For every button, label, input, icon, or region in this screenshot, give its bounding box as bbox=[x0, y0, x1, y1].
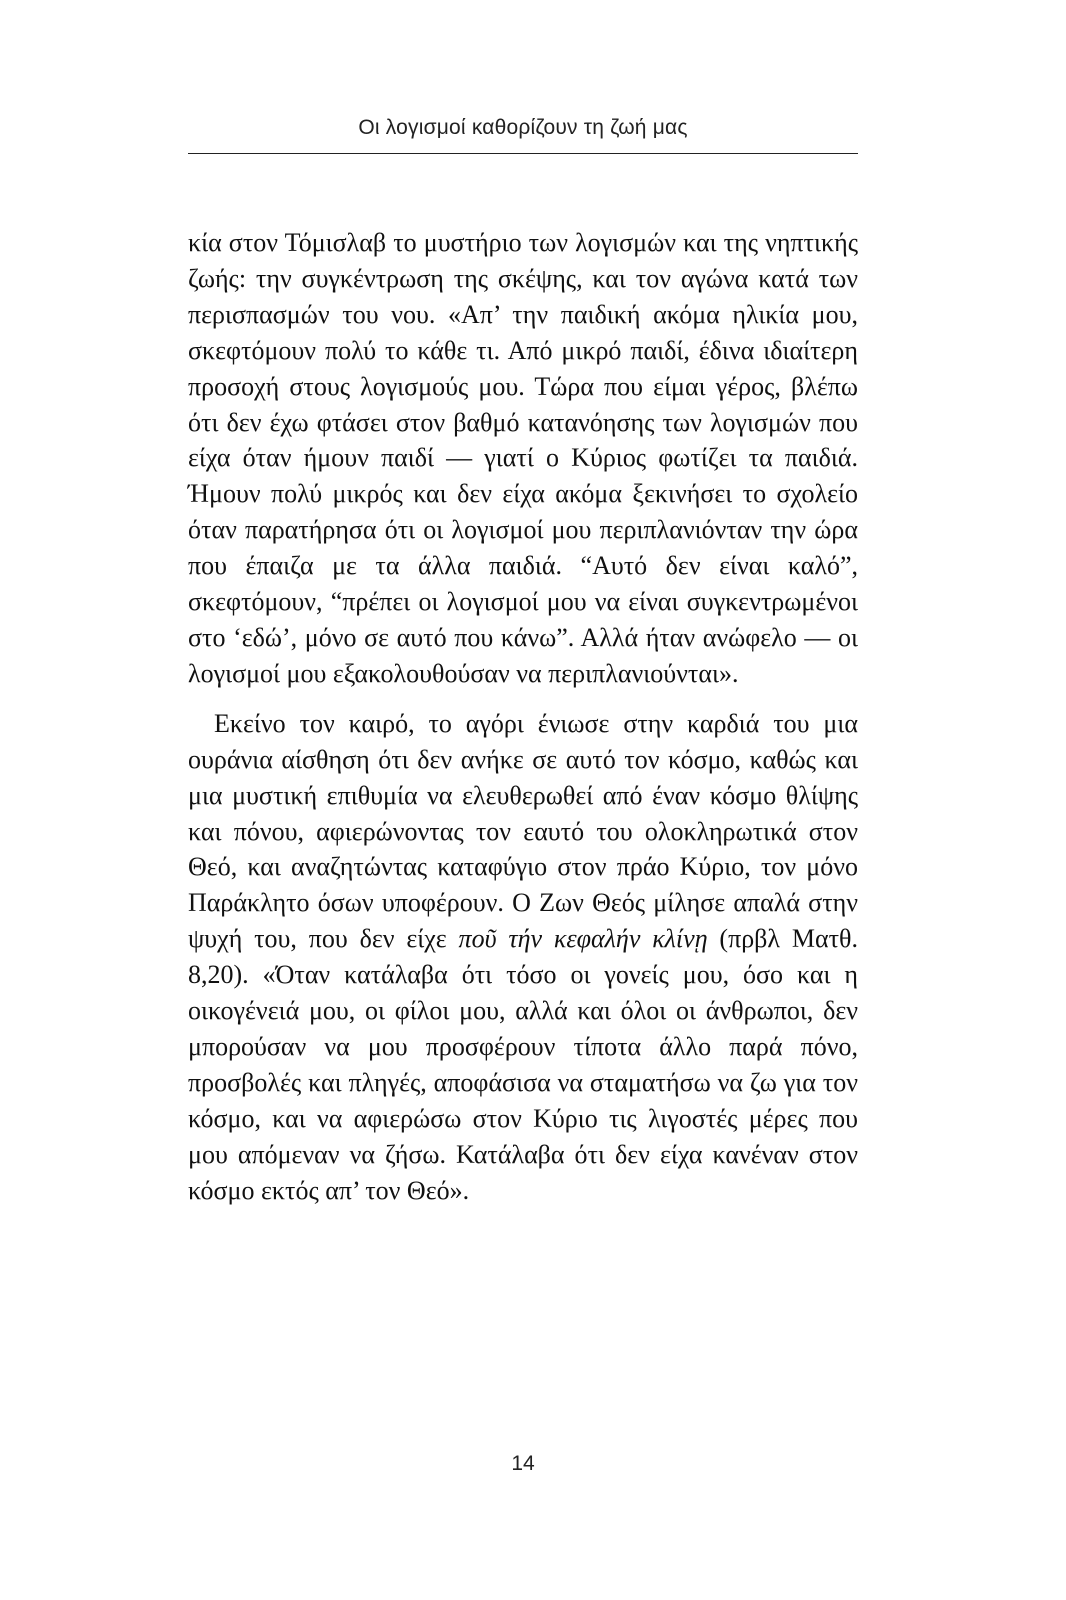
paragraph-2 bbox=[188, 706, 858, 1209]
paragraph-2-text-start: Εκείνο τον καιρό, το αγόρι ένιωσε στην καρδιά του μια ουράνια αίσθηση ότι δεν ανήκε σε αυτό τον κόσμο, καθώς και μια μυστική επιθυμία να ελευθερωθεί από έναν κόσμο θλίψης και πόνου, αφιερώνοντας τον εαυτό του ολοκληρωτικά στον Θεό, και αναζητώντας καταφύγιο στον πράο Κύριο, τον μόνο Παράκλητο όσων υποφέρουν. Ο Ζων Θεός μίλησε απαλά στην ψυχή του, που δεν είχε bbox=[188, 708, 858, 954]
header-rule bbox=[188, 153, 858, 154]
paragraph-2-text-end: (πρβλ Ματθ. 8,20). «Όταν κατάλαβα ότι τόσο οι γονείς μου, όσο και η οικογένειά μου, οι φίλοι μου, αλλά και όλοι οι άνθρωποι, δεν μπορούσαν να μου προσφέρουν τίποτα άλλο παρά πόνο, προσβολές και πληγές, αποφάσισα να σταματήσω να ζω για τον κόσμο, και να αφιερώσω στον Κύριο τις λιγοστές μέρες που μου απόμεναν να ζήσω. Κατάλαβα ότι δεν είχα κανέναν στον κόσμο εκτός απ’ τον Θεό». bbox=[188, 924, 858, 1205]
running-header-title: Οι λογισμοί καθορίζουν τη ζωή μας bbox=[358, 116, 688, 139]
page-number: 14 bbox=[511, 1452, 535, 1475]
scripture-quote-italic: ποῦ τήν κεφαλήν κλίνῃ bbox=[458, 924, 708, 954]
paragraph-1: κία στον Τόμισλαβ το μυστήριο των λογισμών και της νηπτικής ζωής: την συγκέντρωση της σκέψης, και τον αγώνα κατά των περισπασμών του νου. «Απ’ την παιδική ακόμα ηλικία μου, σκεφτόμουν πολύ το κάθε τι. Από μικρό παιδί, έδινα ιδιαίτερη προσοχή στους λογισμούς μου. Τώρα που είμαι γέρος, βλέπω ότι δεν έχω φτάσει στον βαθμό κατανόησης των λογισμών που είχα όταν ήμουν παιδί — γιατί ο Κύριος φωτίζει τα παιδιά. Ήμουν πολύ μικρός και δεν είχα ακόμα ξεκινήσει το σχολείο όταν παρατήρησα ότι οι λογισμοί μου περιπλανιόνταν την ώρα που έπαιζα με τα άλλα παιδιά. “Αυτό δεν είναι καλό”, σκεφτόμουν, “πρέπει οι λογισμοί μου να είναι συγκεντρωμένοι στο ‘εδώ’, μόνο σε αυτό που κάνω”. Αλλά ήταν ανώφελο — οι λογισμοί μου εξακολουθούσαν να περιπλανιούνται». bbox=[188, 228, 858, 688]
body-text bbox=[188, 225, 858, 1208]
